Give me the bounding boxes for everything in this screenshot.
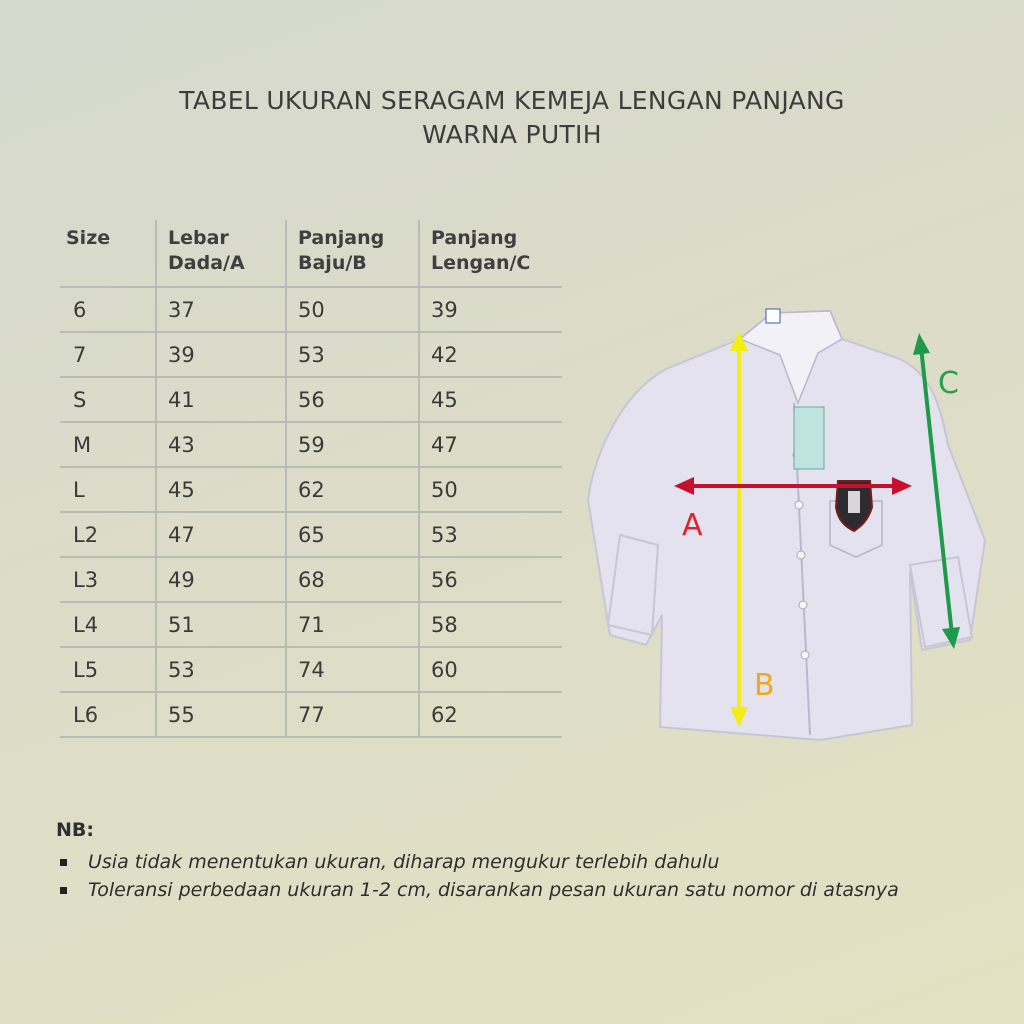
header-shirt-length: Panjang Baju/B — [298, 227, 385, 274]
cell-chest-width: 53 — [168, 657, 195, 682]
note-item: Usia tidak menentukan ukuran, diharap mengukur terlebih dahulu — [56, 848, 986, 876]
button — [801, 651, 809, 659]
cell-sleeve-length: 47 — [431, 432, 458, 457]
cell-size: L6 — [73, 702, 99, 727]
cell-chest-width: 55 — [168, 702, 195, 727]
notes-section — [56, 816, 986, 904]
cell-shirt-length: 50 — [298, 297, 325, 322]
table-row — [60, 378, 562, 423]
hang-tag — [794, 407, 824, 469]
cell-chest-width: 51 — [168, 612, 195, 637]
cell-size: 7 — [73, 342, 87, 367]
table-row — [60, 333, 562, 378]
cell-shirt-length: 71 — [298, 612, 325, 637]
table-row — [60, 603, 562, 648]
table-row — [60, 693, 562, 738]
cell-size: L4 — [73, 612, 99, 637]
cell-size: L2 — [73, 522, 99, 547]
button — [797, 551, 805, 559]
emblem-center — [848, 491, 860, 513]
title-line-2: WARNA PUTIH — [422, 120, 602, 149]
table-row — [60, 468, 562, 513]
cell-shirt-length: 77 — [298, 702, 325, 727]
cell-size: 6 — [73, 297, 87, 322]
notes-title: NB: — [56, 819, 94, 841]
cell-shirt-length: 56 — [298, 387, 325, 412]
cell-size: S — [73, 387, 87, 412]
cell-sleeve-length: 42 — [431, 342, 458, 367]
header-chest-width: Lebar Dada/A — [168, 227, 245, 274]
header-size: Size — [66, 227, 111, 249]
cell-chest-width: 39 — [168, 342, 195, 367]
table-row — [60, 423, 562, 468]
button — [795, 501, 803, 509]
label-b: B — [754, 668, 775, 703]
cell-shirt-length: 53 — [298, 342, 325, 367]
cell-chest-width: 49 — [168, 567, 195, 592]
button — [799, 601, 807, 609]
cell-shirt-length: 62 — [298, 477, 325, 502]
cell-shirt-length: 65 — [298, 522, 325, 547]
title-line-1: TABEL UKURAN SERAGAM KEMEJA LENGAN PANJANG — [179, 86, 845, 115]
table-row — [60, 513, 562, 558]
cell-size: M — [73, 432, 92, 457]
cell-shirt-length: 74 — [298, 657, 325, 682]
cell-sleeve-length: 56 — [431, 567, 458, 592]
cell-shirt-length: 68 — [298, 567, 325, 592]
shirt-measurement-figure — [580, 295, 1000, 745]
size-table — [60, 220, 562, 738]
note-item: Toleransi perbedaan ukuran 1-2 cm, disarankan pesan ukuran satu nomor di atasnya — [56, 876, 986, 904]
cell-sleeve-length: 62 — [431, 702, 458, 727]
table-header-row — [60, 220, 562, 288]
label-c: C — [938, 366, 959, 401]
cell-sleeve-length: 53 — [431, 522, 458, 547]
table-row — [60, 288, 562, 333]
cell-chest-width: 45 — [168, 477, 195, 502]
cell-chest-width: 41 — [168, 387, 195, 412]
table-row — [60, 648, 562, 693]
cell-sleeve-length: 50 — [431, 477, 458, 502]
label-a: A — [682, 508, 703, 543]
page-title — [0, 84, 1024, 152]
cell-chest-width: 43 — [168, 432, 195, 457]
cell-size: L — [73, 477, 85, 502]
cell-chest-width: 47 — [168, 522, 195, 547]
cell-sleeve-length: 60 — [431, 657, 458, 682]
cell-size: L5 — [73, 657, 99, 682]
cell-sleeve-length: 45 — [431, 387, 458, 412]
cell-chest-width: 37 — [168, 297, 195, 322]
collar-label — [766, 309, 780, 323]
cell-sleeve-length: 39 — [431, 297, 458, 322]
table-row — [60, 558, 562, 603]
cell-shirt-length: 59 — [298, 432, 325, 457]
header-sleeve-length: Panjang Lengan/C — [431, 227, 531, 274]
cell-sleeve-length: 58 — [431, 612, 458, 637]
notes-list — [56, 848, 986, 904]
cell-size: L3 — [73, 567, 99, 592]
